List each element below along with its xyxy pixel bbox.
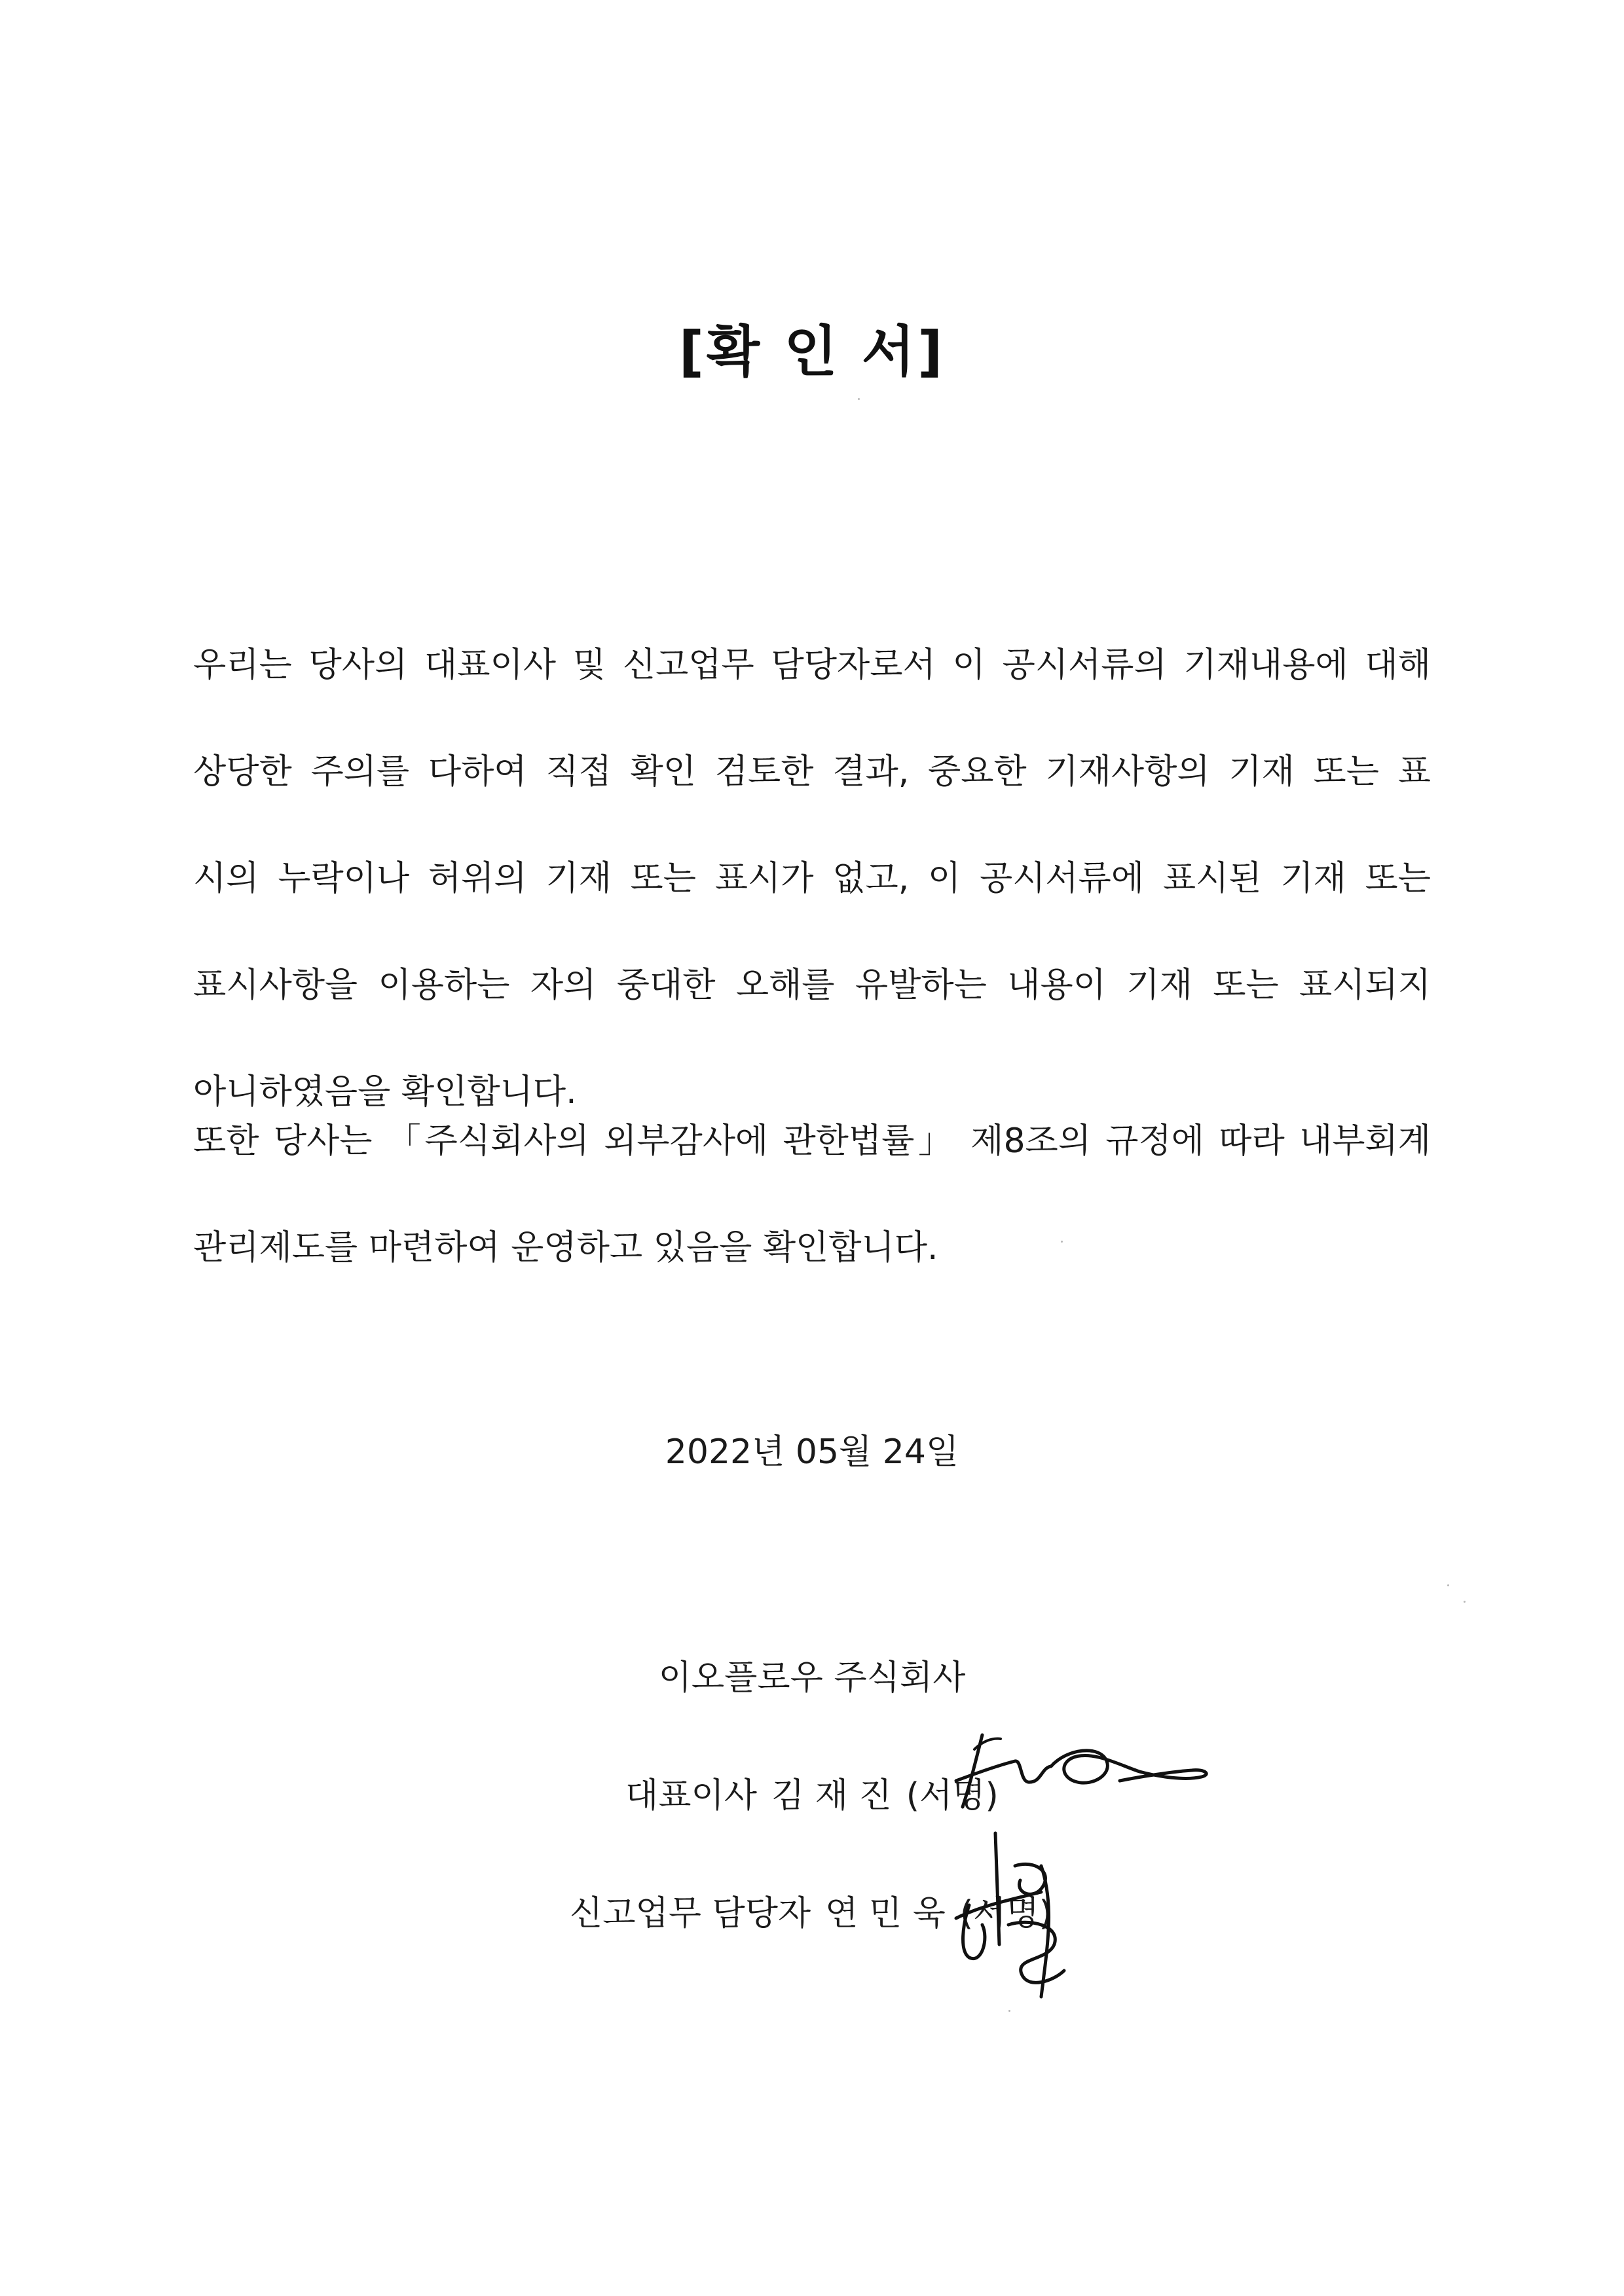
paragraph-line: 시의 누락이나 허위의 기재 또는 표시가 없고, 이 공시서류에 표시된 기재 또는 [193,859,1431,898]
paragraph-line: 표시사항을 이용하는 자의 중대한 오해를 유발하는 내용이 기재 또는 표시되지 [193,966,1431,1005]
paragraph-line: 아니하였음을 확인합니다. [193,1072,577,1112]
ceo-name: 김 재 진 [771,1776,892,1815]
paragraph-line: 관리제도를 마련하여 운영하고 있음을 확인합니다. [193,1228,938,1267]
scan-speck [1008,2010,1010,2012]
ceo-role: 대표이사 [625,1776,757,1815]
scan-speck [858,398,860,400]
scan-speck [1447,1584,1449,1586]
paragraph-line: 우리는 당사의 대표이사 및 신고업무 담당자로서 이 공시서류의 기재내용에 대해 [193,646,1431,685]
reporter-role: 신고업무 담당자 [570,1894,811,1933]
company-name: 이오플로우 주식회사 [658,1658,966,1698]
paragraph-line: 또한 당사는 「주식회사의 외부감사에 관한법률」 제8조의 규정에 따라 내부회계 [193,1121,1431,1161]
ceo-sign-label: (서명) [906,1776,999,1815]
paragraph-line: 상당한 주의를 다하여 직접 확인 검토한 결과, 중요한 기재사항의 기재 또는 표 [193,752,1431,792]
internal-control-paragraph [193,1088,1431,1302]
scan-speck [1061,1241,1063,1243]
reporter-sign-label: (서명) [959,1894,1052,1933]
reporter-signature-line [570,1886,1067,1935]
reporter-name: 연 민 욱 [825,1894,946,1933]
document-title: [확 인 서] [678,319,946,384]
document-date: 2022년 05월 24일 [665,1432,959,1472]
confirmation-paragraph [193,612,1431,1146]
scan-speck [1464,1601,1466,1603]
ceo-signature-line [625,1768,1013,1817]
